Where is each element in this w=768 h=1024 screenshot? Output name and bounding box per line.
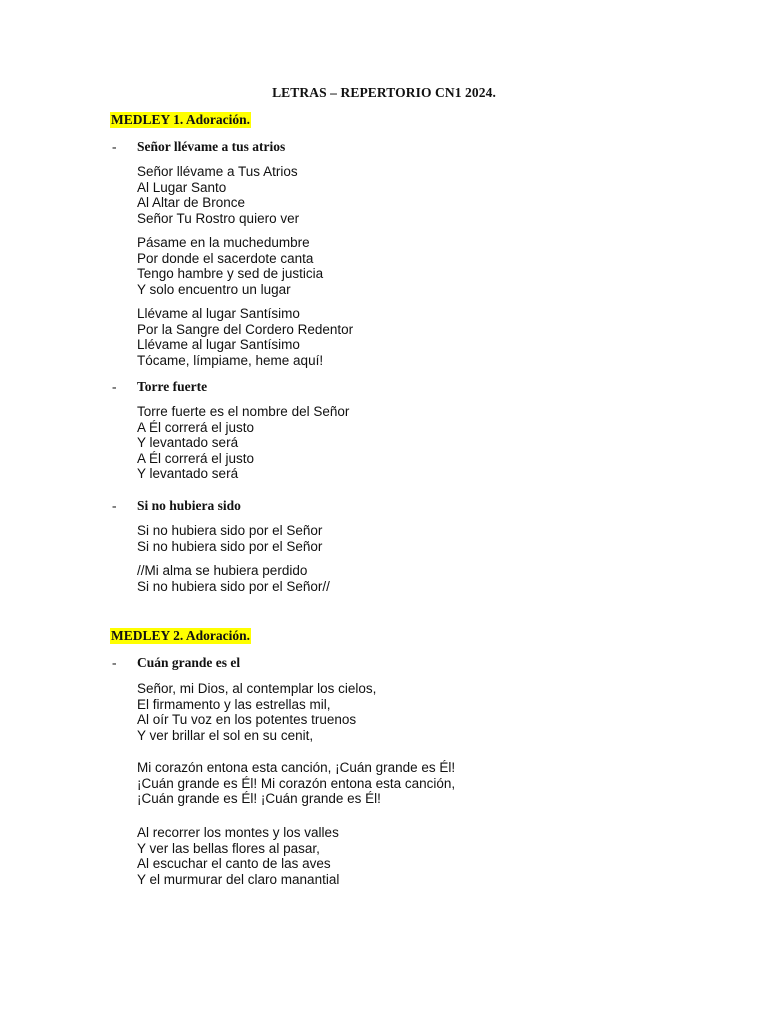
lyric-line: Pásame en la muchedumbre xyxy=(137,235,310,250)
lyrics-stanza xyxy=(137,164,299,226)
lyric-line: Al recorrer los montes y los valles xyxy=(137,825,339,840)
lyric-line: Tócame, límpiame, heme aquí! xyxy=(137,352,324,368)
lyrics-stanza xyxy=(137,760,455,807)
lyric-line: Si no hubiera sido por el Señor// xyxy=(137,578,330,594)
lyric-line: A Él correrá el justo xyxy=(137,419,255,435)
lyric-line: Si no hubiera sido por el Señor xyxy=(137,523,323,538)
lyrics-stanza xyxy=(137,523,322,554)
lyric-line: ¡Cuán grande es Él! Mi corazón entona esta canción, xyxy=(137,775,456,791)
lyrics-stanza xyxy=(137,404,349,482)
song-title: Señor llévame a tus atrios xyxy=(137,139,286,154)
song-title: Torre fuerte xyxy=(137,379,208,394)
lyrics-stanza xyxy=(137,306,353,368)
lyric-line: Si no hubiera sido por el Señor xyxy=(137,538,323,554)
lyric-line: Al Altar de Bronce xyxy=(137,195,246,211)
lyric-line: Al escuchar el canto de las aves xyxy=(137,856,331,872)
lyric-line: Al Lugar Santo xyxy=(137,179,227,195)
document-title: LETRAS – REPERTORIO CN1 2024. xyxy=(272,85,496,100)
lyric-line: Al oír Tu voz en los potentes truenos xyxy=(137,712,357,728)
lyric-line: Y levantado será xyxy=(137,435,239,451)
lyric-line: Y el murmurar del claro manantial xyxy=(137,871,340,887)
lyric-line: Llévame al lugar Santísimo xyxy=(137,306,300,321)
lyric-line: Señor Tu Rostro quiero ver xyxy=(137,210,300,226)
lyric-line: Torre fuerte es el nombre del Señor xyxy=(137,404,350,419)
lyric-line: Por donde el sacerdote canta xyxy=(137,250,314,266)
lyric-line: ¡Cuán grande es Él! ¡Cuán grande es Él! xyxy=(137,791,381,807)
list-dash: - xyxy=(112,655,117,670)
lyrics-stanza xyxy=(137,681,376,743)
lyric-line: Señor, mi Dios, al contemplar los cielos, xyxy=(137,681,377,696)
lyric-line: Y ver brillar el sol en su cenit, xyxy=(137,727,314,743)
lyrics-stanza xyxy=(137,563,330,594)
lyrics-stanza xyxy=(137,235,323,297)
song-title: Cuán grande es el xyxy=(137,655,241,670)
lyric-line: Mi corazón entona esta canción, ¡Cuán grande es Él! xyxy=(137,760,456,775)
lyric-line: El firmamento y las estrellas mil, xyxy=(137,696,331,712)
lyric-line: Por la Sangre del Cordero Redentor xyxy=(137,321,354,337)
lyric-line: //Mi alma se hubiera perdido xyxy=(137,563,308,578)
lyric-line: Llévame al lugar Santísimo xyxy=(137,337,300,353)
lyrics-stanza xyxy=(137,825,339,887)
list-dash: - xyxy=(112,139,117,154)
medley-heading: MEDLEY 2. Adoración. xyxy=(111,628,251,643)
lyric-line: Y ver las bellas flores al pasar, xyxy=(137,840,320,856)
song-title: Si no hubiera sido xyxy=(137,498,241,513)
medley-heading: MEDLEY 1. Adoración. xyxy=(111,112,251,127)
lyric-line: A Él correrá el justo xyxy=(137,450,255,466)
lyric-line: Tengo hambre y sed de justicia xyxy=(137,266,324,282)
lyric-line: Señor llévame a Tus Atrios xyxy=(137,164,298,179)
list-dash: - xyxy=(112,379,117,394)
lyric-line: Y solo encuentro un lugar xyxy=(137,281,291,297)
list-dash: - xyxy=(112,498,117,513)
lyric-line: Y levantado será xyxy=(137,466,239,482)
